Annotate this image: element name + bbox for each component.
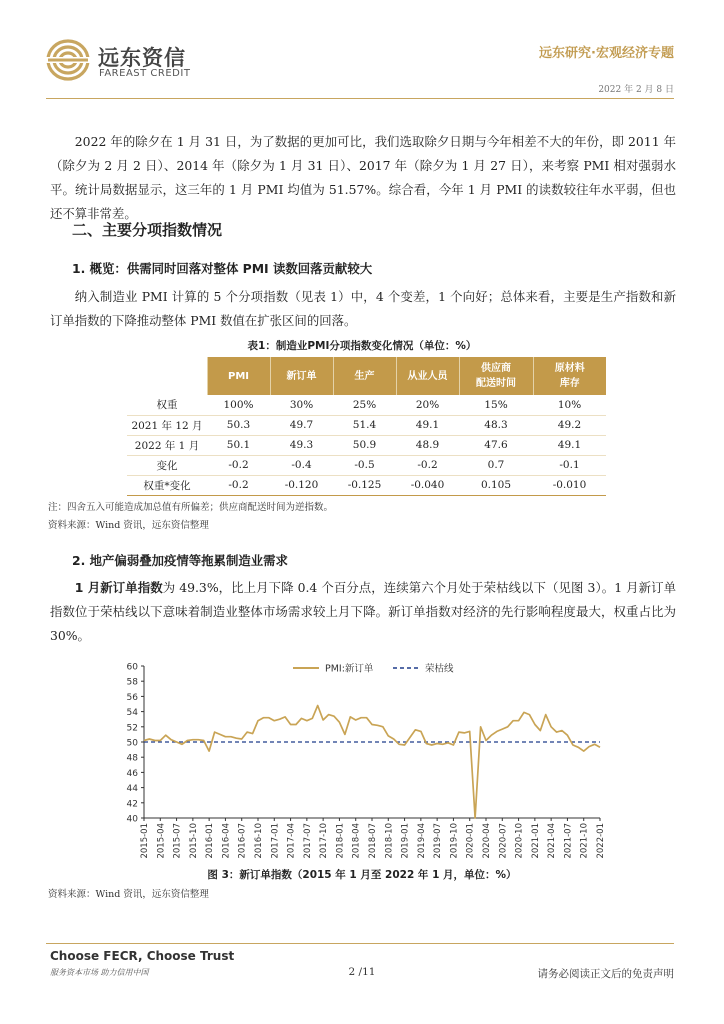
x-tick-label: 2016-01 (205, 823, 216, 859)
y-tick-label: 40 (126, 814, 138, 825)
paragraph-1: 2022 年的除夕在 1 月 31 日，为了数据的更加可比，我们选取除夕日期与今年相差不大的年份，即 2011 年（除夕为 2 月 2 日）、2014 年（除夕为 1 月 31 日）、2017 年（除夕为 1 月 27 日），来考察 PMI 相对强弱水平。统计局数据显示，这三年的 1 月 PMI 均值为 51.57%。综合看，今年 1 月 PMI 的读数较往年水平弱，但也还不算非常差。 (50, 134, 676, 221)
x-tick-label: 2019-01 (400, 823, 411, 859)
x-tick-label: 2020-01 (465, 823, 476, 859)
table-cell: -0.2 (396, 455, 459, 475)
table-row (127, 475, 606, 495)
table-cell: 30% (270, 395, 333, 415)
table-row (127, 415, 606, 435)
footer-subslogan: 服务资本市场 助力信用中国 (50, 968, 149, 977)
table-row (127, 395, 606, 415)
table-cell: 50.3 (207, 415, 270, 435)
table-note: 注：四舍五入可能造成加总值有所偏差；供应商配送时间为逆指数。 (48, 502, 334, 513)
subheading-2: 2. 地产偏弱叠加疫情等拖累制造业需求 (72, 553, 288, 568)
table-cell: 49.1 (396, 415, 459, 435)
table-cell: -0.1 (533, 455, 606, 475)
x-tick-label: 2016-07 (237, 823, 248, 859)
table-cell: -0.010 (533, 475, 606, 495)
table-title: 表1：制造业PMI分项指数变化情况（单位：%） (247, 340, 477, 352)
table-cell: 48.3 (459, 415, 533, 435)
page-number: 2 /11 (348, 966, 376, 978)
table-cell: -0.040 (396, 475, 459, 495)
table-cell: 0.7 (459, 455, 533, 475)
disclaimer-note: 请务必阅读正文后的免责声明 (537, 968, 674, 980)
legend-reference-label: 荣枯线 (425, 663, 454, 675)
table-cell: 变化 (127, 455, 207, 475)
table-cell: 2022 年 1 月 (127, 435, 207, 455)
x-tick-label: 2020-07 (498, 823, 509, 859)
table-col-header: 从业人员 (396, 357, 459, 395)
y-tick-label: 50 (126, 738, 138, 749)
header-divider (46, 98, 674, 99)
y-tick-label: 44 (126, 784, 138, 795)
table-cell: 50.1 (207, 435, 270, 455)
paragraph-3 (50, 576, 676, 648)
table-cell: 10% (533, 395, 606, 415)
table-col-header: 新订单 (270, 357, 333, 395)
table-cell: -0.4 (270, 455, 333, 475)
legend-new-orders-label: PMI:新订单 (325, 663, 374, 675)
paragraph-3-bold-lead: 1 月新订单指数 (74, 580, 163, 595)
figure-source: 资料来源：Wind 资讯，远东资信整理 (48, 889, 209, 900)
table-cell: -0.2 (207, 455, 270, 475)
table-col-header: 供应商 配送时间 (459, 357, 533, 395)
y-tick-label: 54 (126, 708, 138, 719)
x-tick-label: 2020-04 (482, 823, 492, 859)
report-series-title: 远东研究·宏观经济专题 (539, 46, 674, 61)
x-tick-label: 2017-04 (286, 823, 297, 859)
table-cell: 51.4 (333, 415, 396, 435)
x-tick-label: 2021-04 (547, 823, 558, 859)
table-cell: 48.9 (396, 435, 459, 455)
table-cell: 权重*变化 (127, 475, 207, 495)
table-cell: 49.1 (533, 435, 606, 455)
pmi-subindex-table (127, 357, 606, 496)
table-cell: -0.2 (207, 475, 270, 495)
footer-slogan: Choose FECR, Choose Trust (50, 949, 235, 963)
table-cell: 20% (396, 395, 459, 415)
table-row (127, 435, 606, 455)
x-tick-label: 2015-10 (188, 823, 199, 859)
x-tick-label: 2021-07 (563, 823, 574, 859)
table-cell: 15% (459, 395, 533, 415)
new-orders-line-chart (108, 658, 608, 866)
table-cell: 49.2 (533, 415, 606, 435)
table-cell: -0.120 (270, 475, 333, 495)
x-tick-label: 2018-01 (335, 823, 346, 859)
table-cell: 50.9 (333, 435, 396, 455)
table-col-header: PMI (207, 357, 270, 395)
fareast-logo-icon (46, 38, 90, 82)
table-cell: 2021 年 12 月 (127, 415, 207, 435)
table-row (127, 455, 606, 475)
y-tick-label: 58 (126, 677, 138, 688)
table-cell: 0.105 (459, 475, 533, 495)
x-tick-label: 2018-10 (384, 823, 395, 859)
table-cell: 权重 (127, 395, 207, 415)
x-tick-label: 2017-07 (302, 823, 313, 859)
x-tick-label: 2020-10 (514, 823, 525, 859)
table-cell: 100% (207, 395, 270, 415)
x-tick-label: 2016-10 (254, 823, 264, 859)
table-cell: 25% (333, 395, 396, 415)
y-tick-label: 42 (126, 799, 138, 810)
figure-title: 图 3：新订单指数（2015 年 1 月至 2022 年 1 月，单位：%） (207, 869, 517, 881)
x-tick-label: 2018-07 (368, 823, 378, 859)
x-tick-label: 2019-10 (449, 823, 460, 859)
table-cell: 47.6 (459, 435, 533, 455)
paragraph-3-text: 为 49.3%，比上月下降 0.4 个百分点，连续第六个月处于荣枯线以下（见图 3）。1 月新订单指数位于荣枯线以下意味着制造业整体市场需求较上月下降。新订单指数对经济的先行影响程度最大，权重占比为 30%。 (50, 580, 676, 643)
x-tick-label: 2021-10 (579, 823, 590, 859)
logo-english-name: FAREAST CREDIT (99, 68, 191, 79)
y-tick-label: 48 (126, 753, 138, 764)
x-tick-label: 2019-07 (433, 823, 444, 859)
y-tick-label: 52 (126, 723, 138, 734)
y-tick-label: 56 (126, 692, 138, 703)
logo-chinese-name: 远东资信 (98, 46, 186, 70)
subheading-1: 1. 概览：供需同时回落对整体 PMI 读数回落贡献较大 (72, 261, 373, 276)
table-header-row (127, 357, 606, 395)
x-tick-label: 2015-07 (172, 823, 183, 859)
new-orders-series-line (144, 706, 600, 819)
table-cell: 49.3 (270, 435, 333, 455)
x-tick-label: 2017-01 (270, 823, 281, 859)
table-cell: -0.125 (333, 475, 396, 495)
table-cell: 49.7 (270, 415, 333, 435)
section-heading: 二、主要分项指数情况 (72, 221, 223, 239)
x-tick-label: 2019-04 (416, 823, 427, 859)
x-tick-label: 2015-04 (156, 823, 167, 859)
table-col-header: 生产 (333, 357, 396, 395)
x-tick-label: 2022-01 (596, 823, 606, 859)
x-tick-label: 2018-04 (351, 823, 362, 859)
y-tick-label: 60 (126, 662, 138, 673)
paragraph-2: 纳入制造业 PMI 计算的 5 个分项指数（见表 1）中，4 个变差，1 个向好；总体来看，主要是生产指数和新订单指数的下降推动整体 PMI 数值在扩张区间的回落。 (50, 289, 676, 328)
x-tick-label: 2017-10 (319, 823, 330, 859)
table-col-header (127, 357, 207, 395)
x-tick-label: 2015-01 (140, 823, 150, 859)
y-tick-label: 46 (126, 768, 138, 779)
report-date: 2022 年 2 月 8 日 (598, 85, 674, 95)
table-source: 资料来源：Wind 资讯，远东资信整理 (48, 520, 209, 531)
x-tick-label: 2021-01 (530, 823, 541, 859)
footer-divider (46, 943, 674, 944)
x-tick-label: 2016-04 (221, 823, 232, 859)
table-col-header: 原材料 库存 (533, 357, 606, 395)
table-cell: -0.5 (333, 455, 396, 475)
